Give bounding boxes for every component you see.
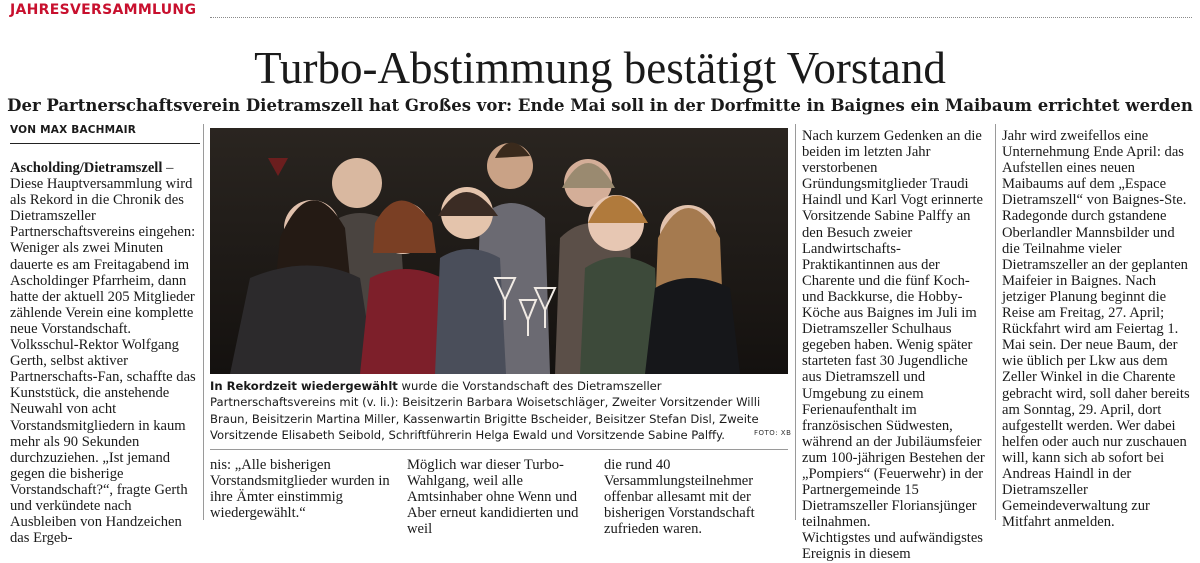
article-column-1 (10, 160, 197, 547)
article-column-6 (1002, 128, 1192, 531)
photo-credit: FOTO: XB (754, 429, 792, 437)
byline: VON MAX BACHMAIR (10, 124, 137, 136)
column-rule (795, 124, 796, 520)
column-rule (203, 124, 204, 520)
photo-caption (210, 378, 788, 444)
article-column-2 (210, 457, 396, 523)
article-text: nis: „Alle bisherigen Vorstandsmitglieder wurden in ihre Ämter einstimmig wiedergewählt.“ (210, 457, 390, 522)
article-text: Jahr wird zweifellos eine Unternehmung Ende April: das Aufstellen eines neuen Maibaums auf dem „Espace Dietramszell“ von Baignes-Ste. Radegonde durch gstandene Oberlandler Mannsbilder und die Teilnahme vieler Dietramszeller an der geplanten Maifeier in Baignes. Nach jetziger Planung beginnt die Reise am Freitag, 27. April; Rückfahrt wird am Feiertag 1. Mai sein. Der neue Baum, der wie üblich per Lkw aus dem Zeller Winkel in die Charente gebracht wird, soll daher bereits am Sonntag, 29. April, dort aufgestellt werden. Wer dabei helfen oder auch nur zuschauen will, kann sich ab sofort bei Andreas Haindl in der Dietramszeller Gemeindeverwaltung zur Mitfahrt anmelden. (1002, 128, 1190, 531)
article-dateline: Ascholding/Dietramszell (10, 160, 163, 176)
caption-lead: In Rekordzeit wiedergewählt (210, 379, 398, 393)
article-column-5 (802, 128, 990, 563)
article-text: – Diese Hauptversammlung wird als Rekord in die Chronik des Dietramszeller Partnerschaftsvereins eingehen: Weniger als zwei Minuten dauerte es am Freitagabend im Ascholdinger Pfarrheim, dann hatte der aktuell 205 Mitglieder zählende Verein eine komplette neue Vorstandschaft. Volksschul-Rektor Wolfgang Gerth, selbst aktiver Partnerschafts-Fan, schaffte das Kunststück, die anstehende Neuwahl von acht Vorstandsmitgliedern in kaum mehr als 90 Sekunden durchzuziehen. „Ist jemand gegen die bisherige Vorstandschaft?“, fragte Gerth und verkündete nach Ausbleiben von Handzeichen das Ergeb- (10, 160, 196, 547)
subheadline: Der Partnerschaftsverein Dietramszell hat Großes vor: Ende Mai soll in der Dorfmitte in Baignes ein Maibaum errichtet werden (7, 96, 1193, 115)
caption-rule (210, 449, 788, 450)
group-photo (210, 128, 788, 374)
article-text: Wichtigstes und aufwändigstes Ereignis in diesem (802, 530, 983, 563)
caption-text: wurde die Vorstandschaft des Dietramszeller Partnerschaftsvereins mit (v. li.): Beisitzerin Barbara Woisetschläger, Zweiter Vorsitzender Willi Braun, Beisitzerin Martina Miller, Kassenwartin Brigitte Bscheider, Beisitzer Stefan Disl, Zweite Vorsitzende Elisabeth Seibold, Schriftführerin Helga Ewald und Vorsitzende Sabine Palffy. (210, 379, 761, 442)
byline-rule (10, 143, 200, 144)
article-text: die rund 40 Versammlungsteilnehmer offenbar allesamt mit der bisherigen Vorstandschaft zufrieden waren. (604, 457, 755, 538)
article-text: Möglich war dieser Turbo-Wahlgang, weil alle Amtsinhaber ohne Wenn und Aber erneut kandidierten und weil (407, 457, 579, 538)
article-column-3 (407, 457, 593, 538)
article-text: Nach kurzem Gedenken an die beiden im letzten Jahr verstorbenen Gründungsmitglieder Traudi Haindl und Karl Vogt erinnerte Vorsitzende Sabine Palffy an den Besuch zweier Landwirtschafts-Praktikantinnen aus der Charente und die fünf Koch- und Backkurse, die Hobby-Köche aus Baignes im Juli im Dietramszeller Schulhaus gegeben haben. Wenig später starteten fast 30 Jugendliche aus Dietramszell und Umgebung zu einem Ferienaufenthalt im französischen Südwesten, während an der Jubiläumsfeier zum 100-jährigen Bestehen der „Pompiers“ (Feuerwehr) in der Partnergemeinde 15 Dietramszeller Floriansjünger teilnahmen. (802, 128, 985, 531)
article-column-4 (604, 457, 790, 538)
headline: Turbo-Abstimmung bestätigt Vorstand (254, 43, 946, 93)
section-dotted-rule (210, 17, 1192, 18)
section-label: JAHRESVERSAMMLUNG (10, 2, 197, 18)
column-rule (995, 124, 996, 520)
